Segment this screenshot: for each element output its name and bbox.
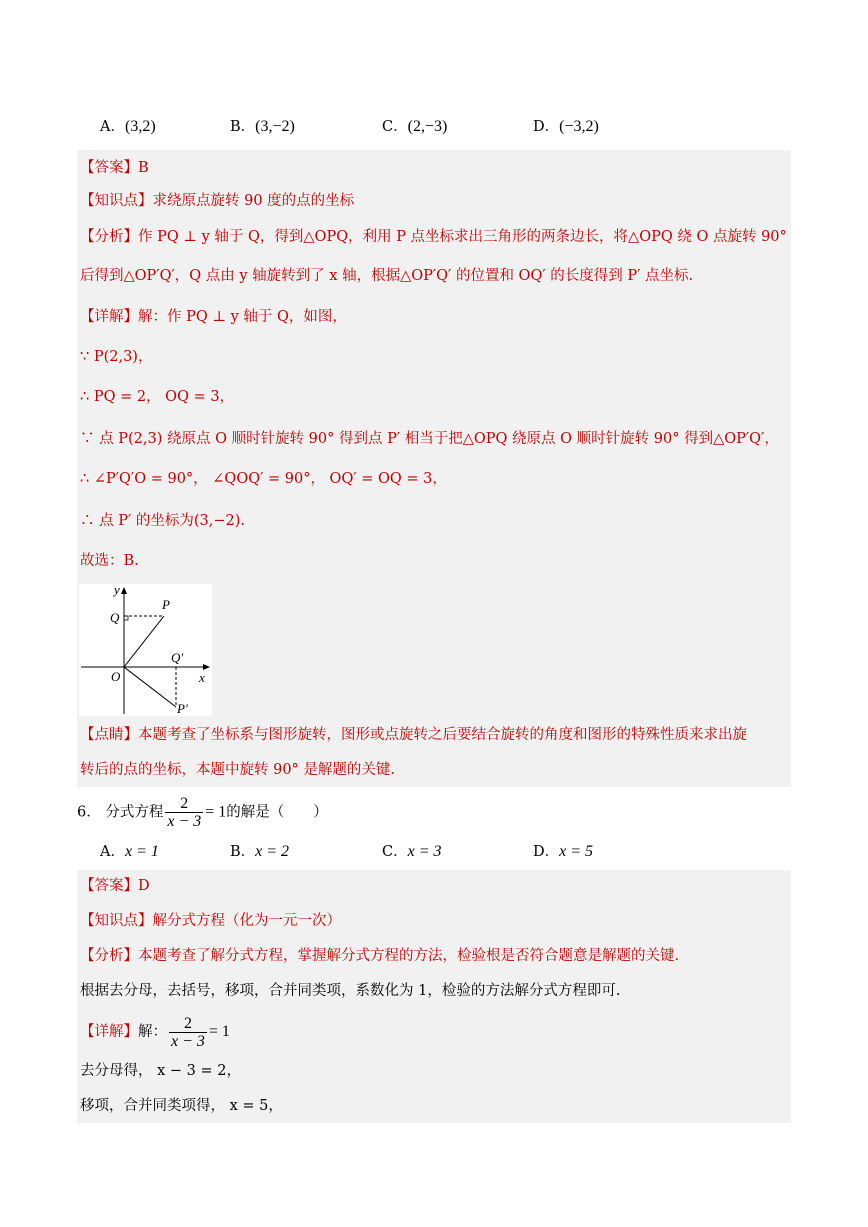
q5-detail-6: ∴ 点 P′ 的坐标为(3,−2). xyxy=(80,513,246,529)
q5-comment-2: 转后的点的坐标，本题中旋转 90° 是解题的关键. xyxy=(80,762,396,778)
label-q-prime: Q′ xyxy=(171,650,184,665)
q5-analysis-1: 【分析】作 PQ ⊥ y 轴于 Q，得到△OPQ，利用 P 点坐标求出三角形的两条边长，将△OPQ 绕 O 点旋转 90° xyxy=(80,229,787,245)
q6-option-a: A．x = 1 xyxy=(100,843,159,860)
label-o: O xyxy=(111,669,121,684)
q5-comment-1: 【点睛】本题考查了坐标系与图形旋转，图形或点旋转之后要结合旋转的角度和图形的特殊性质来求出旋 xyxy=(80,727,747,743)
y-axis-arrow xyxy=(121,587,127,594)
q6-solution-panel xyxy=(77,870,791,1123)
q6-stem-eq: = 1 xyxy=(205,803,227,821)
label-p: P xyxy=(162,597,170,612)
q6-option-d: D．x = 5 xyxy=(533,843,594,860)
q5-option-a: A．(3,2) xyxy=(100,118,156,135)
q6-stem-suffix: 的解是（ ） xyxy=(226,804,328,821)
q6-detail-2: 去分母得， x − 3 = 2， xyxy=(80,1063,241,1079)
q5-detail-1: 【详解】解：作 PQ ⊥ y 轴于 Q，如图， xyxy=(80,309,347,325)
q6-option-b: B．x = 2 xyxy=(230,843,290,860)
rotation-figure xyxy=(79,584,212,716)
q5-choice: 故选：B. xyxy=(80,553,139,569)
q5-detail-4: ∵ 点 P(2,3) 绕原点 O 顺时针旋转 90° 得到点 P′ 相当于把△OPQ 绕原点 O 顺时针旋转 90° 得到△OP′Q′， xyxy=(80,431,779,447)
q6-stem xyxy=(77,795,328,830)
q5-detail-3: ∴ PQ = 2， OQ = 3， xyxy=(80,389,235,405)
label-q: Q xyxy=(110,610,120,625)
label-p-prime: P′ xyxy=(177,701,188,716)
q5-detail-5: ∴ ∠P′Q′O = 90°， ∠QOQ′ = 90°， OQ′ = OQ = 3， xyxy=(80,471,447,487)
q6-number: 6． xyxy=(77,804,101,821)
q5-analysis-2: 后得到△OP′Q′，Q 点由 y 轴旋转到了 x 轴，根据△OP′Q′ 的位置和 OQ′ 的长度得到 P′ 点坐标. xyxy=(80,268,694,284)
q6-detail-3: 移项，合并同类项得， x = 5， xyxy=(80,1098,283,1114)
segment-op xyxy=(124,616,164,667)
rotation-figure-svg xyxy=(79,584,212,716)
q6-answer: 【答案】D xyxy=(80,878,150,894)
q6-detail-fraction: $\frac{2}{x - 3}$ xyxy=(171,1014,205,1050)
q6-option-c: C．x = 3 xyxy=(382,843,442,860)
q6-analysis-1: 【分析】本题考查了解分式方程，掌握解分式方程的方法，检验根是否符合题意是解题的关键. xyxy=(80,948,680,964)
q5-options xyxy=(0,113,868,141)
q5-detail-2: ∵ P(2,3)， xyxy=(80,349,153,365)
segment-op-prime xyxy=(124,667,176,707)
right-angle-mark xyxy=(124,616,128,620)
q6-stem-prefix: 分式方程 xyxy=(105,804,164,821)
q5-option-c: C．(2,−3) xyxy=(382,118,448,135)
q5-option-d: D．(−3,2) xyxy=(533,118,599,135)
q5-knowledge: 【知识点】求绕原点旋转 90 度的点的坐标 xyxy=(80,193,355,209)
q6-options xyxy=(0,838,868,866)
q6-detail-1: 【详解】解： $\frac{2}{x - 3}$ = 1 xyxy=(80,1014,230,1050)
q5-answer: 【答案】B xyxy=(80,160,149,176)
q6-knowledge: 【知识点】解分式方程（化为一元一次） xyxy=(80,913,341,929)
label-y: y xyxy=(114,584,120,597)
label-x: x xyxy=(199,670,205,685)
q6-analysis-2: 根据去分母，去括号，移项，合并同类项，系数化为 1，检验的方法解分式方程即可. xyxy=(80,983,621,999)
q6-fraction: $\frac{2}{x - 3}$ xyxy=(167,795,202,830)
q5-option-b: B．(3,−2) xyxy=(230,118,295,135)
